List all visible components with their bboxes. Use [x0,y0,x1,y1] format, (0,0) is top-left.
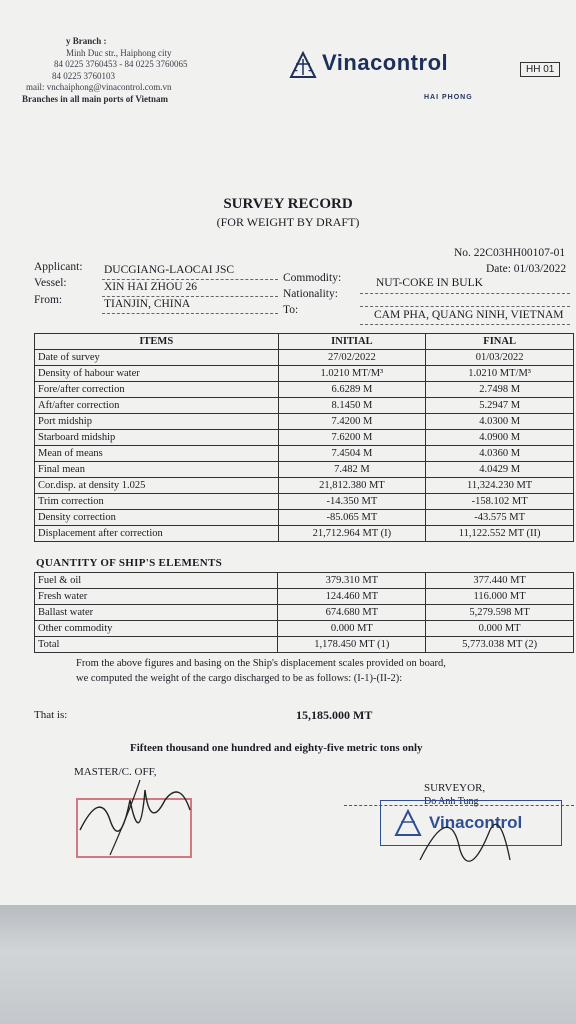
scales-icon [288,51,318,81]
form-code: HH 01 [520,62,560,77]
note-line-1: From the above figures and basing on the Ship's displacement scales provided on board, [76,658,446,669]
master-signature [70,770,200,860]
initial-value: -14.350 MT [278,494,426,510]
to-value: CAM PHA, QUANG NINH, VIETNAM [374,309,564,321]
record-number: No. 22C03HH00107-01 [454,247,566,259]
initial-value: 1,178.450 MT (1) [278,637,426,653]
initial-value: 7.4200 M [278,414,426,430]
initial-value: 379.310 MT [278,573,426,589]
final-value: 4.0300 M [426,414,574,430]
applicant-value: DUCGIANG-LAOCAI JSC [104,264,235,276]
computation-note [76,656,446,686]
branch-title: y Branch : [66,36,107,46]
final-value: 4.0360 M [426,446,574,462]
elements-heading: QUANTITY OF SHIP'S ELEMENTS [36,557,223,569]
to-label: To: [283,304,299,316]
initial-value: 0.000 MT [278,621,426,637]
branch-phone: 84 0225 3760453 - 84 0225 3760065 [54,59,188,69]
table-row [35,573,574,589]
initial-value: 21,812.380 MT [278,478,426,494]
final-value: -158.102 MT [426,494,574,510]
from-value: TIANJIN, CHINA [104,298,191,310]
branch-email: mail: vnchaiphong@vinacontrol.com.vn [26,82,172,92]
row-label: Density correction [35,510,279,526]
vessel-value: XIN HAI ZHOU 26 [104,281,197,293]
table-row [35,382,574,398]
initial-value: 7.6200 M [278,430,426,446]
row-label: Trim correction [35,494,279,510]
document-title: SURVEY RECORD [223,196,353,212]
table-row [35,366,574,382]
record-date: Date: 01/03/2022 [486,263,567,275]
header-items: ITEMS [35,334,279,350]
initial-value: 8.1450 M [278,398,426,414]
row-label: Fuel & oil [35,573,278,589]
commodity-value: NUT-COKE IN BULK [376,277,483,289]
table-row [35,430,574,446]
table-row [35,526,574,542]
row-label: Other commodity [35,621,278,637]
row-label: Fore/after correction [35,382,279,398]
initial-value: 674.680 MT [278,605,426,621]
vinacontrol-logo [288,50,473,101]
branch-address: Minh Duc str., Haiphong city [66,47,172,58]
initial-value: 7.482 M [278,462,426,478]
row-label: Fresh water [35,589,278,605]
final-value: 1.0210 MT/M³ [426,366,574,382]
final-value: 5,773.038 MT (2) [426,637,574,653]
final-value: 377.440 MT [426,573,574,589]
initial-value: 124.460 MT [278,589,426,605]
branch-info [16,36,188,105]
initial-value: 7.4504 M [278,446,426,462]
commodity-label: Commodity: [283,272,342,284]
master-label: MASTER/C. OFF, [74,766,157,778]
that-is-label: That is: [34,709,68,721]
final-value: 116.000 MT [426,589,574,605]
logo-subtitle: HAI PHONG [424,94,473,101]
final-value: 4.0429 M [426,462,574,478]
table-row [35,510,574,526]
row-label: Total [35,637,278,653]
table-header [35,334,574,350]
branch-fax: 84 0225 3760103 [52,70,115,81]
ship-elements-table [34,572,574,653]
row-label: Mean of means [35,446,279,462]
row-label: Date of survey [35,350,279,366]
table-row [35,589,574,605]
initial-value: 1.0210 MT/M³ [278,366,426,382]
note-line-2: we computed the weight of the cargo discharged to be as follows: (I-1)-(II-2): [76,673,403,684]
initial-value: -85.065 MT [278,510,426,526]
document-subtitle: (FOR WEIGHT BY DRAFT) [216,215,360,229]
table-row [35,605,574,621]
row-label: Final mean [35,462,279,478]
nationality-label: Nationality: [283,288,338,300]
applicant-label: Applicant: [34,261,83,273]
header-final: FINAL [426,334,574,350]
surveyor-name: Do Anh Tung [424,796,479,807]
table-row [35,398,574,414]
table-row [35,637,574,653]
from-label: From: [34,294,63,306]
final-value: -43.575 MT [426,510,574,526]
draft-survey-table [34,333,574,542]
final-value: 4.0900 M [426,430,574,446]
final-value: 2.7498 M [426,382,574,398]
surveyor-signature [400,790,540,890]
table-row [35,350,574,366]
cargo-weight-words: Fifteen thousand one hundred and eighty-five metric tons only [130,742,423,754]
final-value: 0.000 MT [426,621,574,637]
final-value: 11,122.552 MT (II) [426,526,574,542]
row-label: Cor.disp. at density 1.025 [35,478,279,494]
row-label: Displacement after correction [35,526,279,542]
table-row [35,478,574,494]
table-row [35,462,574,478]
stamp-brand: Vinacontrol [429,813,523,832]
vessel-label: Vessel: [34,277,67,289]
initial-value: 6.6289 M [278,382,426,398]
initial-value: 27/02/2022 [278,350,426,366]
header-initial: INITIAL [278,334,426,350]
surveyor-label: SURVEYOR, [424,782,486,794]
table-row [35,494,574,510]
final-value: 5.2947 M [426,398,574,414]
table-row [35,414,574,430]
background-surface [0,905,576,1024]
logo-name: Vinacontrol [322,50,449,75]
table-row [35,446,574,462]
row-label: Density of habour water [35,366,279,382]
initial-value: 21,712.964 MT (I) [278,526,426,542]
row-label: Aft/after correction [35,398,279,414]
table-row [35,621,574,637]
branch-tagline: Branches in all main ports of Vietnam [22,93,169,104]
final-value: 5,279.598 MT [426,605,574,621]
final-value: 01/03/2022 [426,350,574,366]
cargo-weight: 15,185.000 MT [296,708,373,722]
row-label: Ballast water [35,605,278,621]
row-label: Starboard midship [35,430,279,446]
row-label: Port midship [35,414,279,430]
final-value: 11,324.230 MT [426,478,574,494]
